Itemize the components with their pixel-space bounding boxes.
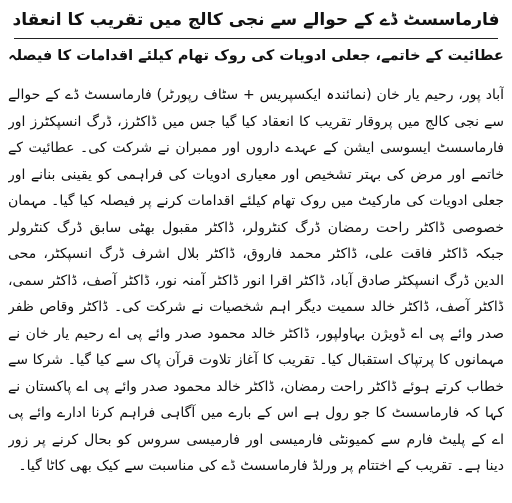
headline-divider bbox=[14, 38, 498, 39]
sub-headline: عطائیت کے خاتمے، جعلی ادویات کی روک تھام کیلئے اقدامات کا فیصلہ bbox=[8, 48, 504, 64]
article-body: آباد پور، رحیم یار خان (نمائندہ ایکسپریس + سٹاف رپورٹر) فارماسسٹ ڈے کے حوالے سے نجی کالج میں پروقار تقریب کا انعقاد کیا گیا جس میں ڈاکٹرز، ڈرگ انسپکٹرز اور فارماسسٹ ایسوسی ایشن کے عہدے داروں اور ممبران نے شرکت کی۔ عطائیت کے خاتمے اور مرض کی بہتر تشخیص اور معیاری ادویات کی فراہمی کو یقینی بنانے اور جعلی ادویات کی مارکیٹ میں روک تھام کیلئے اقدامات کرنے پر فیصلہ کیا گیا۔ مہمان خصوصی ڈاکٹر راحت رمضان ڈرگ کنٹرولر، ڈاکٹر مقبول بھٹی سابق ڈرگ کنٹرولر جبکہ ڈاکٹر فاقت علی، ڈاکٹر محمد فاروق، ڈاکٹر بلال اشرف ڈرگ انسپکٹر، محی الدین ڈرگ انسپکٹر صادق آباد، ڈاکٹر اقرا انور ڈاکٹر آمنہ نور، ڈاکٹر آصف، ڈاکٹر سمی، ڈاکٹر آصف، ڈاکٹر خالد سمیت دیگر اہم شخصیات نے شرکت کی۔ ڈاکٹر وقاص ظفر صدر وائے پی اے ڈویژن بہاولپور، ڈاکٹر خالد محمود صدر وائے پی اے رحیم یار خان نے مہمانوں کا پرتپاک استقبال کیا۔ تقریب کا آغاز تلاوت قرآن پاک سے کیا گیا۔ شرکا سے خطاب کرتے ہوئے ڈاکٹر راحت رمضان، ڈاکٹر خالد محمود صدر وائے پی اے پاکستان نے کہا کہ فارماسسٹ کا جو رول ہے اس کے بارے میں آگاہی فراہم کرنا ادارے وائے پی اے کے پلیٹ فارم سے کمیونٹی فارمیسی اور فارمیسی سروس کو بحال کرنے پر زور دینا ہے۔ تقریب کے اختتام پر ورلڈ فارماسسٹ ڈے کی مناسبت سے کیک بھی کاٹا گیا۔ bbox=[8, 87, 504, 474]
main-headline: فارماسسٹ ڈے کے حوالے سے نجی کالج میں تقریب کا انعقاد bbox=[12, 10, 500, 30]
